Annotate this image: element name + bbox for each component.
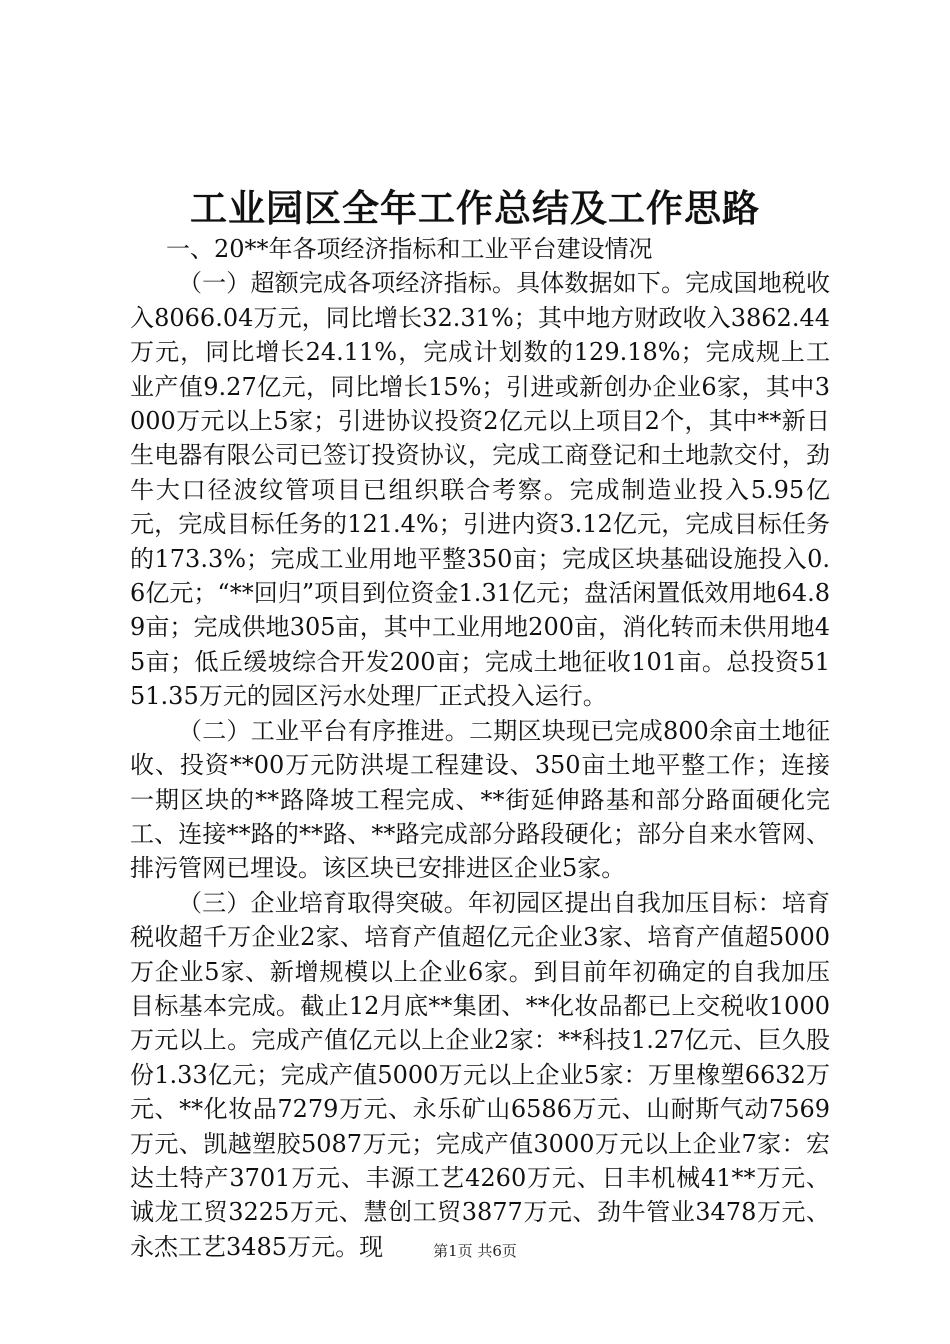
paragraph-enterprise-cultivation: （三）企业培育取得突破。年初园区提出自我加压目标：培育税收超千万企业2家、培育产值超亿元企业3家、培育产值超5000万企业5家、新增规模以上企业6家。到目前年初确定的自我加压目标基本完成。截止12月底**集团、**化妆品都已上交税收1000万元以上。完成产值亿元以上企业2家：**科技1.27亿元、巨久股份1.33亿元；完成产值5000万元以上企业5家：万里橡塑6632万元、**化妆品7279万元、永乐矿山6586万元、山耐斯气动7569万元、凯越塑胶5087万元；完成产值3000万元以上企业7家：宏达土特产3701万元、丰源工艺4260万元、日丰机械41**万元、诚龙工贸3225万元、慧创工贸3877万元、劲牛管业3478万元、永杰工艺3485万元。现 bbox=[130, 888, 830, 1261]
document-body bbox=[130, 232, 830, 1264]
paragraph-industrial-platform: （二）工业平台有序推进。二期区块现已完成800余亩土地征收、投资**00万元防洪堤工程建设、350亩土地平整工作；连接一期区块的**路降坡工程完成、**街延伸路基和部分路面硬化完工、连接**路的**路、**路完成部分路段硬化；部分自来水管网、排污管网已埋设。该区块已安排进区企业5家。 bbox=[130, 716, 830, 883]
document-title: 工业园区全年工作总结及工作思路 bbox=[190, 186, 760, 230]
paragraph-economic-indicators: （一）超额完成各项经济指标。具体数据如下。完成国地税收入8066.04万元，同比增长32.31%；其中地方财政收入3862.44万元，同比增长24.11%，完成计划数的129.18%；完成规上工业产值9.27亿元，同比增长15%；引进或新创办企业6家，其中3000万元以上5家；引进协议投资2亿元以上项目2个，其中**新日生电器有限公司已签订投资协议，完成工商登记和土地款交付，劲牛大口径波纹管项目已组织联合考察。完成制造业投入5.95亿元，完成目标任务的121.4%；引进内资3.12亿元，完成目标任务的173.3%；完成工业用地平整350亩；完成区块基础设施投入0.6亿元；“**回归”项目到位资金1.31亿元；盘活闲置低效用地64.89亩；完成供地305亩，其中工业用地200亩，消化转而未供用地45亩；低丘缓坡综合开发200亩；完成土地征收101亩。总投资5151.35万元的园区污水处理厂正式投入运行。 bbox=[130, 269, 830, 711]
section-heading: 一、20**年各项经济指标和工业平台建设情况 bbox=[166, 235, 653, 263]
page-footer: 第1页 共6页 bbox=[433, 1242, 517, 1260]
